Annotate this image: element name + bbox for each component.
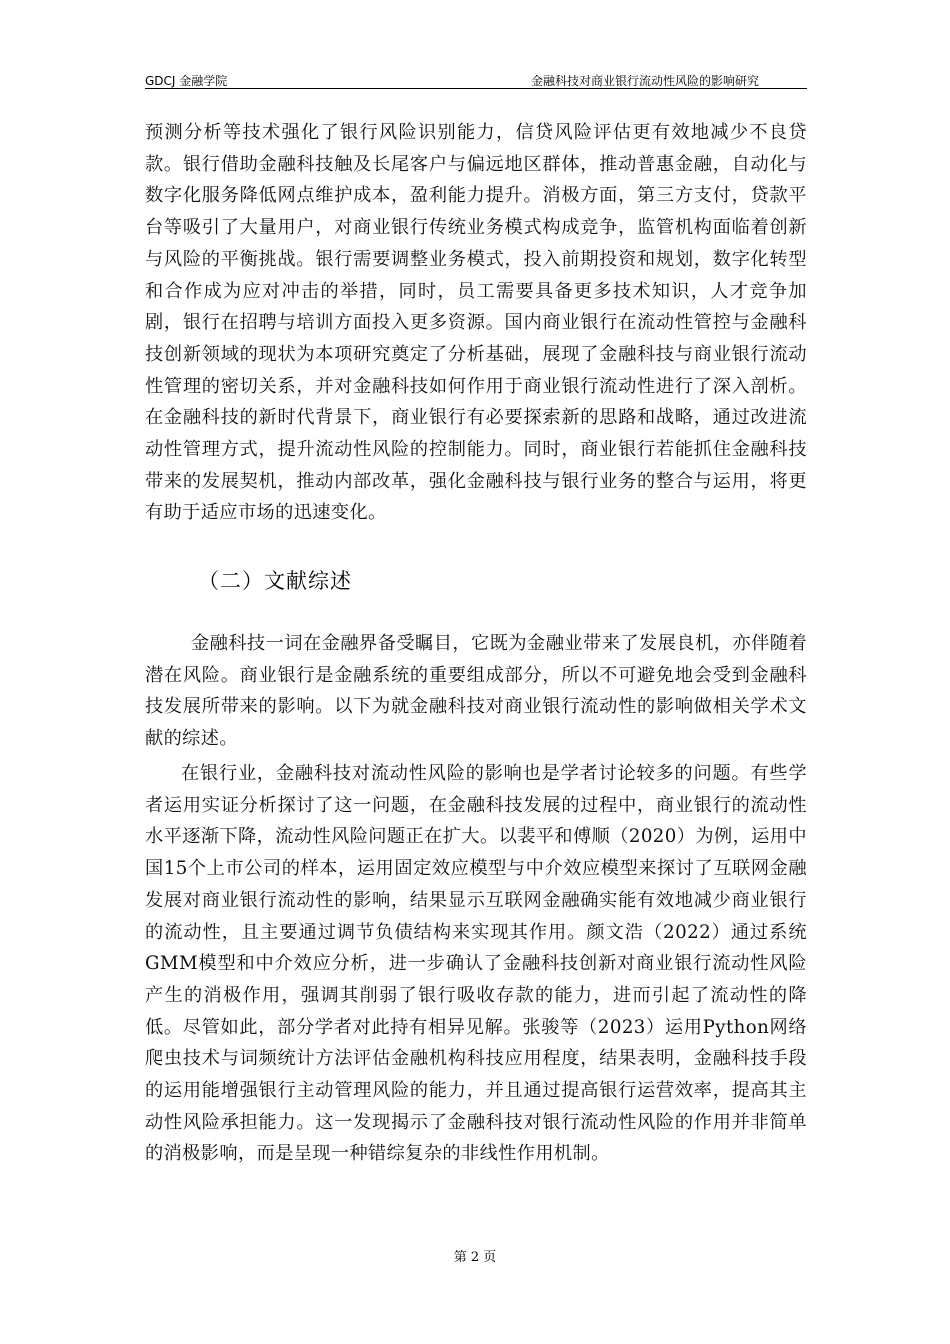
header-institution: GDCJ 金融学院 [145,74,228,88]
section-heading: （二）文献综述 [198,569,352,593]
page-number: 第 2 页 [453,1250,497,1265]
header-divider [145,88,807,89]
body-paragraph-1: 预测分析等技术强化了银行风险识别能力，信贷风险评估更有效地减少不良贷款。银行借助金融科技触及长尾客户与偏远地区群体，推动普惠金融，自动化与数字化服务降低网点维护成本，盈利能力提升。消极方面，第三方支付，贷款平台等吸引了大量用户，对商业银行传统业务模式构成竞争，监管机构面临着创新与风险的平衡挑战。银行需要调整业务模式，投入前期投资和规划，数字化转型和合作成为应对冲击的举措，同时，员工需要具备更多技术知识，人才竞争加剧，银行在招聘与培训方面投入更多资源。国内商业银行在流动性管控与金融科技创新领域的现状为本项研究奠定了分析基础，展现了金融科技与商业银行流动性管理的密切关系，并对金融科技如何作用于商业银行流动性进行了深入剖析。在金融科技的新时代背景下，商业银行有必要探索新的思路和战略，通过改进流动性管理方式，提升流动性风险的控制能力。同时，商业银行若能抓住金融科技带来的发展契机，推动内部改革，强化金融科技与银行业务的整合与运用，将更有助于适应市场的迅速变化。 [145,122,807,524]
header-title: 金融科技对商业银行流动性风险的影响研究 [530,74,759,88]
body-paragraph-3: 在银行业，金融科技对流动性风险的影响也是学者讨论较多的问题。有些学者运用实证分析探讨了这一问题，在金融科技发展的过程中，商业银行的流动性水平逐渐下降，流动性风险问题正在扩大。以裴平和傅顺（2020）为例，运用中国15个上市公司的样本，运用固定效应模型与中介效应模型来探讨了互联网金融发展对商业银行流动性的影响，结果显示互联网金融确实能有效地减少商业银行的流动性，且主要通过调节负债结构来实现其作用。颜文浩（2022）通过系统GMM模型和中介效应分析，进一步确认了金融科技创新对商业银行流动性风险产生的消极作用，强调其削弱了银行吸收存款的能力，进而引起了流动性的降低。尽管如此，部分学者对此持有相异见解。张骏等（2023）运用Python网络爬虫技术与词频统计方法评估金融机构科技应用程度，结果表明，金融科技手段的运用能增强银行主动管理风险的能力，并且通过提高银行运营效率，提高其主动性风险承担能力。这一发现揭示了金融科技对银行流动性风险的作用并非简单的消极影响，而是呈现一种错综复杂的非线性作用机制。 [145,763,807,1165]
body-paragraph-2: 金融科技一词在金融界备受瞩目，它既为金融业带来了发展良机，亦伴随着潜在风险。商业银行是金融系统的重要组成部分，所以不可避免地会受到金融科技发展所带来的影响。以下为就金融科技对商业银行流动性的影响做相关学术文献的综述。 [145,633,807,750]
